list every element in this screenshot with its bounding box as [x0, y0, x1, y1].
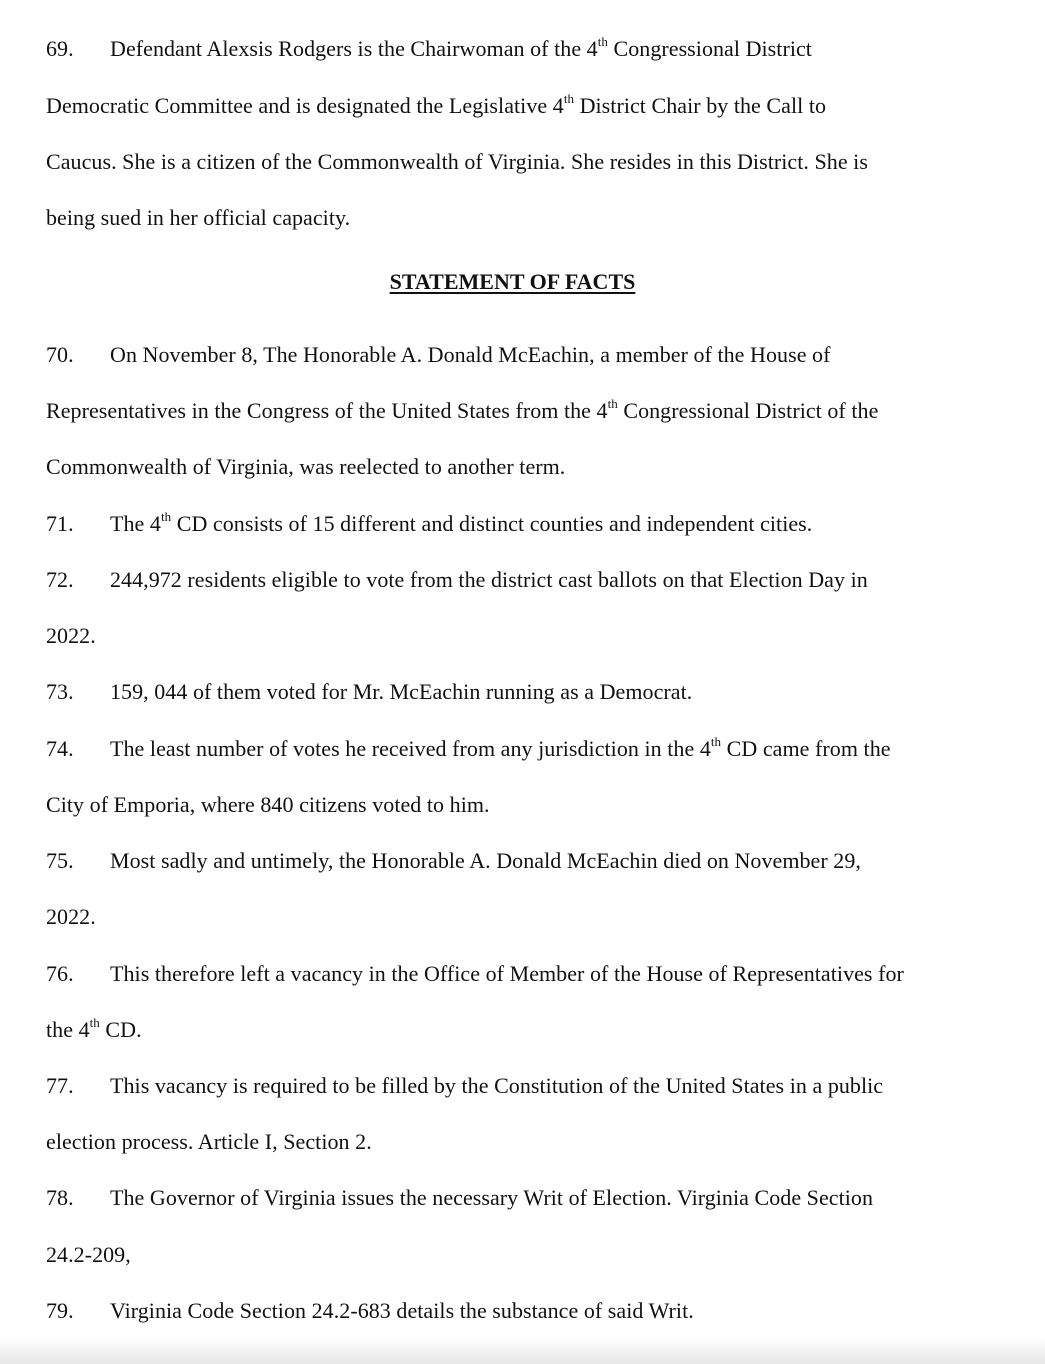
paragraph-70-line-1: [46, 342, 831, 368]
paragraph-text: Congressional District: [607, 36, 812, 61]
paragraph-text: CD.: [99, 1017, 142, 1042]
paragraph-69-line-4: being sued in her official capacity.: [46, 205, 351, 230]
paragraph-number: 79.: [46, 1298, 74, 1323]
paragraph-text: 244,972 residents eligible to vote from the district cast ballots on that Election Day in: [110, 567, 868, 592]
paragraph-text: Congressional District of the: [617, 398, 879, 423]
paragraph-text: The 4: [110, 511, 161, 536]
superscript: th: [160, 508, 172, 524]
paragraph-number: 69.: [46, 36, 74, 61]
paragraph-77-line-1: [46, 1073, 883, 1099]
superscript: th: [710, 733, 722, 749]
paragraph-number: 78.: [46, 1185, 74, 1210]
paragraph-number: 72.: [46, 567, 74, 592]
paragraph-text: District Chair by the Call to: [574, 93, 827, 118]
paragraph-75-line-1: [46, 848, 861, 874]
paragraph-text: Virginia Code Section 24.2-683 details the substance of said Writ.: [110, 1298, 694, 1323]
paragraph-text: The Governor of Virginia issues the necessary Writ of Election. Virginia Code Section: [110, 1185, 874, 1210]
paragraph-number: 75.: [46, 848, 74, 873]
paragraph-71-line-1: [46, 508, 813, 537]
paragraph-text: This therefore left a vacancy in the Office of Member of the House of Representatives for: [110, 961, 904, 986]
paragraph-number: 76.: [46, 961, 74, 986]
paragraph-text: Most sadly and untimely, the Honorable A. Donald McEachin died on November 29,: [110, 848, 861, 873]
paragraph-text: Representatives in the Congress of the United States from the 4: [46, 398, 608, 423]
superscript: th: [597, 33, 608, 49]
paragraph-74-line-2: City of Emporia, where 840 citizens voted to him.: [46, 792, 490, 817]
paragraph-72-line-1: [46, 567, 868, 593]
paragraph-70-line-2: [46, 395, 879, 424]
paragraph-number: 74.: [46, 736, 74, 761]
paragraph-69-line-1: [46, 33, 812, 62]
paragraph-text: the 4: [46, 1017, 90, 1042]
paragraph-75-line-2: 2022.: [46, 904, 96, 929]
paragraph-78-line-2: 24.2-209,: [46, 1242, 131, 1267]
superscript: th: [89, 1014, 100, 1030]
paragraph-76-line-1: [46, 961, 904, 987]
paragraph-73-line-1: [46, 679, 692, 705]
paragraph-74-line-1: [46, 733, 891, 762]
paragraph-77-line-2: election process. Article I, Section 2.: [46, 1129, 372, 1154]
paragraph-text: Democratic Committee and is designated the Legislative 4: [46, 93, 564, 118]
superscript: th: [563, 90, 575, 106]
superscript: th: [607, 395, 618, 411]
section-heading: STATEMENT OF FACTS: [389, 269, 636, 294]
paragraph-text: On November 8, The Honorable A. Donald McEachin, a member of the House of: [110, 342, 831, 367]
page-bottom-shadow: [0, 1338, 1045, 1364]
paragraph-number: 77.: [46, 1073, 74, 1098]
paragraph-text: Defendant Alexsis Rodgers is the Chairwoman of the 4: [110, 36, 598, 61]
paragraph-69-line-3: Caucus. She is a citizen of the Commonwealth of Virginia. She resides in this District. She is: [46, 149, 868, 174]
paragraph-72-line-2: 2022.: [46, 623, 96, 648]
paragraph-number: 71.: [46, 511, 74, 536]
paragraph-number: 73.: [46, 679, 74, 704]
paragraph-text: 159, 044 of them voted for Mr. McEachin running as a Democrat.: [110, 679, 693, 704]
paragraph-78-line-1: [46, 1185, 873, 1211]
paragraph-text: The least number of votes he received from any jurisdiction in the 4: [110, 736, 711, 761]
paragraph-text: This vacancy is required to be filled by the Constitution of the United States in a public: [110, 1073, 884, 1098]
paragraph-79-line-1: [46, 1298, 694, 1324]
paragraph-number: 70.: [46, 342, 74, 367]
paragraph-76-line-2: [46, 1014, 142, 1043]
paragraph-text: CD consists of 15 different and distinct counties and independent cities.: [171, 511, 813, 536]
paragraph-70-line-3: Commonwealth of Virginia, was reelected to another term.: [46, 454, 566, 479]
paragraph-text: CD came from the: [721, 736, 891, 761]
paragraph-69-line-2: [46, 90, 827, 119]
